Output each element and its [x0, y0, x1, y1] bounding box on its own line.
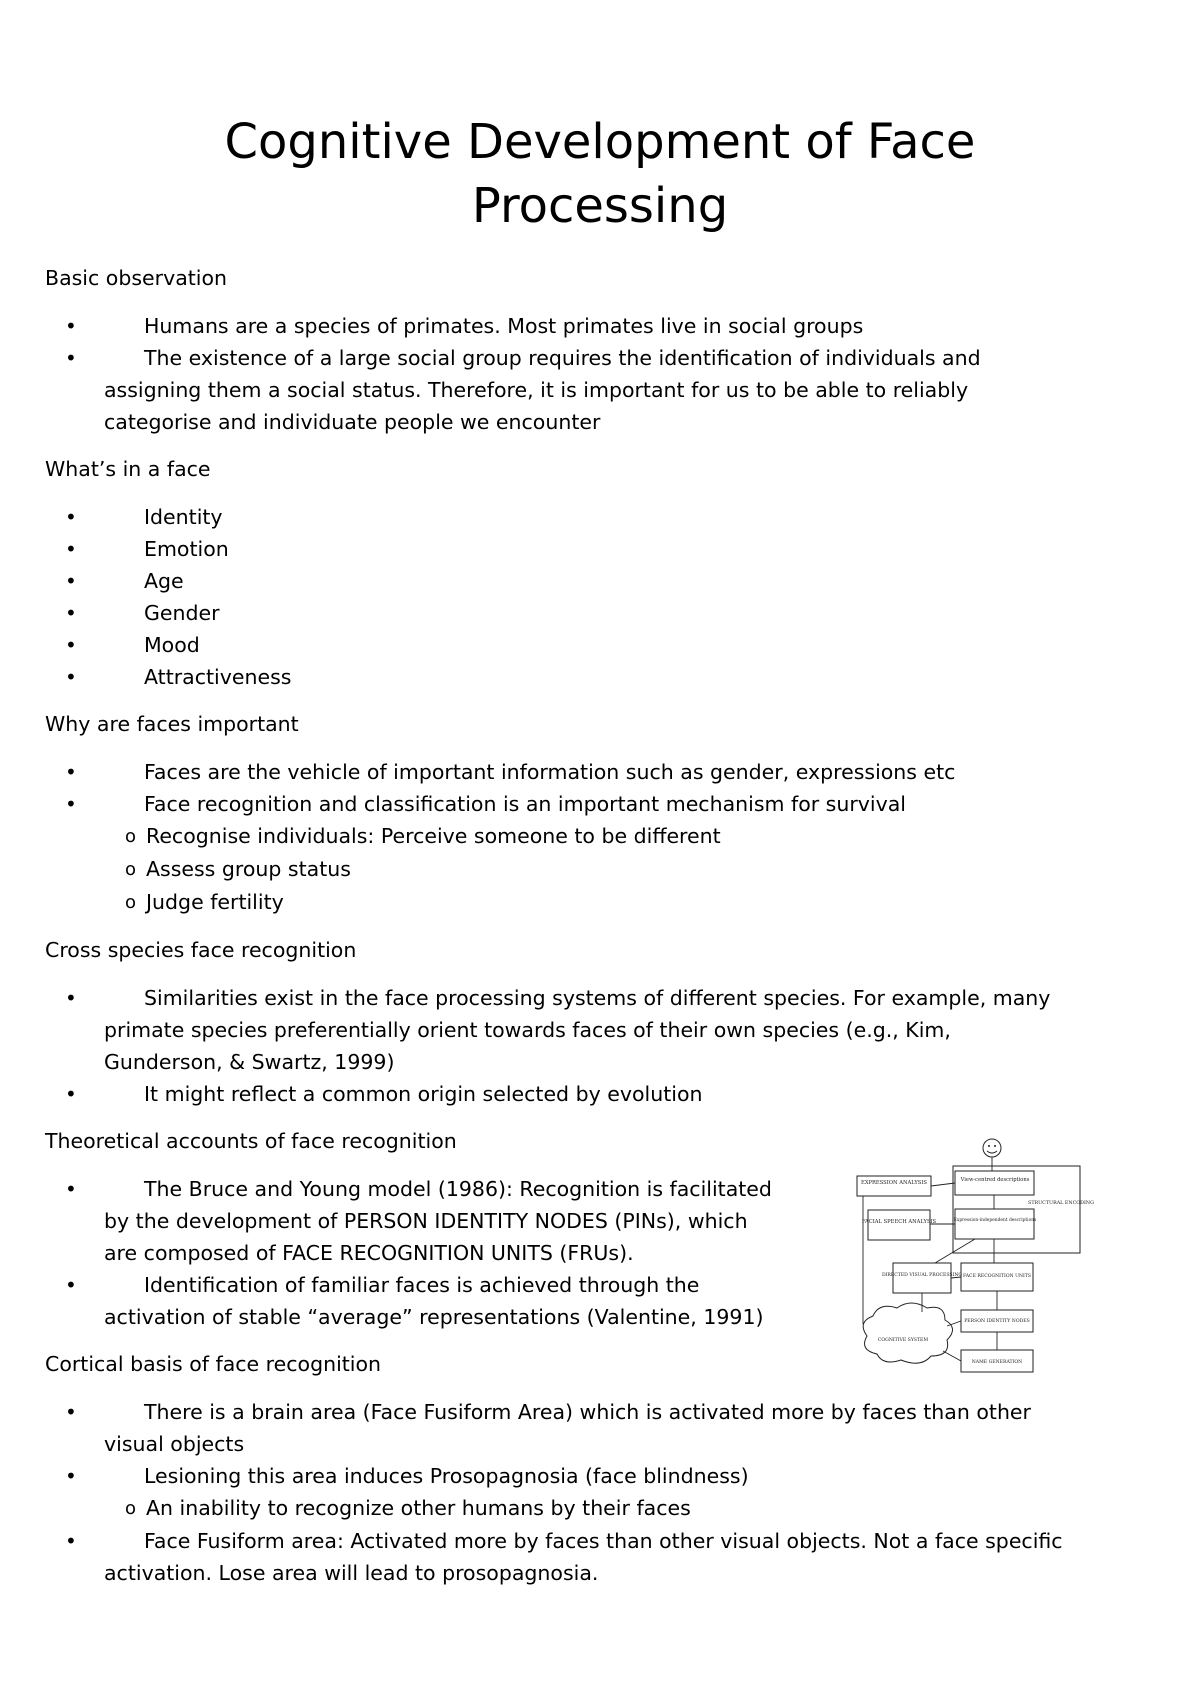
bullet-list: [45, 310, 1075, 438]
bullet-icon: •: [65, 792, 77, 816]
list-item-text: The Bruce and Young model (1986): Recognition is facilitated by the development of PERSON IDENTITY NODES (PINs), which are composed of FACE RECOGNITION UNITS (FRUs).: [104, 1177, 772, 1265]
list-item-text: Emotion: [144, 537, 229, 561]
section-heading: Cross species face recognition: [45, 938, 357, 962]
page-title: Cognitive Development of Face Processing: [224, 114, 976, 234]
sub-list-item-text: Judge fertility: [146, 890, 284, 914]
label-view-centred: View-centred descriptions: [960, 1177, 1030, 1183]
diagram-svg: [855, 1136, 1094, 1381]
circle-bullet-icon: o: [125, 1498, 137, 1519]
cognitive-system-cloud: [863, 1303, 952, 1363]
list-item-text: Faces are the vehicle of important information such as gender, expressions etc: [144, 760, 956, 784]
list-item-text: Similarities exist in the face processing systems of different species. For example, many primate species preferentially orient towards faces of their own species (e.g., Kim, Gunderson, & Swartz, 1999): [104, 986, 1051, 1074]
list-item-text: Age: [144, 569, 184, 593]
label-directed-visual: DIRECTED VISUAL PROCESSING: [881, 1273, 963, 1278]
sub-list-item-text: Assess group status: [146, 857, 351, 881]
section-heading: Why are faces important: [45, 712, 299, 736]
face-icon: [983, 1139, 1001, 1157]
label-pin: PERSON IDENTITY NODES: [964, 1319, 1030, 1324]
sub-list-item-text: Recognise individuals: Perceive someone to be different: [146, 824, 721, 848]
list-item-text: Face recognition and classification is an important mechanism for survival: [144, 792, 907, 816]
expression-analysis-box: [857, 1176, 931, 1196]
list-item: [45, 310, 1075, 342]
list-item: [45, 629, 1075, 661]
list-item: [45, 342, 1075, 438]
facial-speech-box: [868, 1210, 930, 1240]
list-item-text: Mood: [144, 633, 200, 657]
label-expression: EXPRESSION ANALYSIS: [861, 1180, 927, 1186]
list-item-text: The existence of a large social group requires the identification of individuals and assigning them a social status. Therefore, it is important for us to be able to reliably categorise and individuate people we encounter: [104, 346, 981, 434]
list-item: [45, 788, 1075, 820]
list-item-text: There is a brain area (Face Fusiform Area) which is activated more by faces than other visual objects: [104, 1400, 1031, 1456]
label-expression-independent: Expression-independent descriptions: [953, 1218, 1037, 1223]
list-item: [45, 1078, 1075, 1110]
list-item: [45, 501, 1075, 533]
bullet-icon: •: [65, 986, 77, 1010]
circle-bullet-icon: o: [125, 859, 137, 880]
bullet-icon: •: [65, 314, 77, 338]
list-item: [45, 756, 1075, 788]
sub-bullet-list: [45, 820, 1075, 919]
sub-list-item: [45, 853, 1075, 886]
list-item-text: Humans are a species of primates. Most primates live in social groups: [144, 314, 864, 338]
list-item: [45, 1269, 785, 1333]
list-item-text: Attractiveness: [144, 665, 292, 689]
label-name: NAME GENERATION: [971, 1360, 1023, 1365]
bullet-icon: •: [65, 665, 77, 689]
bullet-icon: •: [65, 537, 77, 561]
section-heading: Basic observation: [45, 266, 228, 290]
list-item: [45, 597, 1075, 629]
circle-bullet-icon: o: [125, 892, 137, 913]
sub-list-item: [45, 1492, 1075, 1525]
list-item-text: Lesioning this area induces Prosopagnosia (face blindness): [144, 1464, 749, 1488]
label-structural: STRUCTURAL ENCODING: [1028, 1201, 1094, 1206]
bullet-icon: •: [65, 1082, 77, 1106]
bullet-icon: •: [65, 760, 77, 784]
section-heading: Cortical basis of face recognition: [45, 1352, 382, 1376]
bullet-icon: •: [65, 1273, 77, 1297]
directed-visual-box: [893, 1263, 951, 1293]
bullet-icon: •: [65, 1177, 77, 1201]
bullet-list: [45, 501, 1075, 693]
list-item-text: Face Fusiform area: Activated more by faces than other visual objects. Not a face specific activation. Lose area will lead to prosopagnosia.: [104, 1529, 1063, 1585]
label-fru: FACE RECOGNITION UNITS: [962, 1274, 1032, 1279]
sub-list-item: [45, 820, 1075, 853]
list-item-text: Identity: [144, 505, 223, 529]
label-facial-speech: FACIAL SPEECH ANALYSIS: [861, 1219, 937, 1225]
circle-bullet-icon: o: [125, 826, 137, 847]
bullet-icon: •: [65, 505, 77, 529]
section-heading: What’s in a face: [45, 457, 211, 481]
bullet-icon: •: [65, 346, 77, 370]
bullet-list: [45, 756, 1075, 919]
sub-list-item: [45, 886, 1075, 919]
sub-bullet-list: [45, 1492, 1075, 1525]
bullet-icon: •: [65, 1400, 77, 1424]
bullet-icon: •: [65, 1464, 77, 1488]
bullet-list: [45, 1396, 1075, 1589]
list-item-text: It might reflect a common origin selected by evolution: [144, 1082, 703, 1106]
view-centred-box: [955, 1171, 1034, 1195]
list-item: [45, 1525, 1075, 1589]
list-item: [45, 982, 1075, 1078]
list-item-text: Identification of familiar faces is achieved through the activation of stable “average” representations (Valentine, 1991): [104, 1273, 764, 1329]
section-heading: Theoretical accounts of face recognition: [45, 1129, 457, 1153]
label-cognitive: COGNITIVE SYSTEM: [877, 1338, 929, 1343]
bullet-icon: •: [65, 601, 77, 625]
bruce-young-model-diagram: [855, 1136, 1094, 1381]
list-item: [45, 1173, 785, 1269]
bullet-list: [45, 982, 1075, 1110]
expression-independent-box: [955, 1209, 1034, 1239]
bullet-list: [45, 1173, 785, 1333]
list-item: [45, 661, 1075, 693]
bullet-icon: •: [65, 1529, 77, 1553]
bullet-icon: •: [65, 633, 77, 657]
list-item: [45, 1396, 1075, 1460]
sub-list-item-text: An inability to recognize other humans by their faces: [146, 1496, 691, 1520]
document-body: [45, 262, 1075, 1604]
bullet-icon: •: [65, 569, 77, 593]
list-item: [45, 533, 1075, 565]
list-item: [45, 1460, 1075, 1492]
list-item-text: Gender: [144, 601, 220, 625]
list-item: [45, 565, 1075, 597]
